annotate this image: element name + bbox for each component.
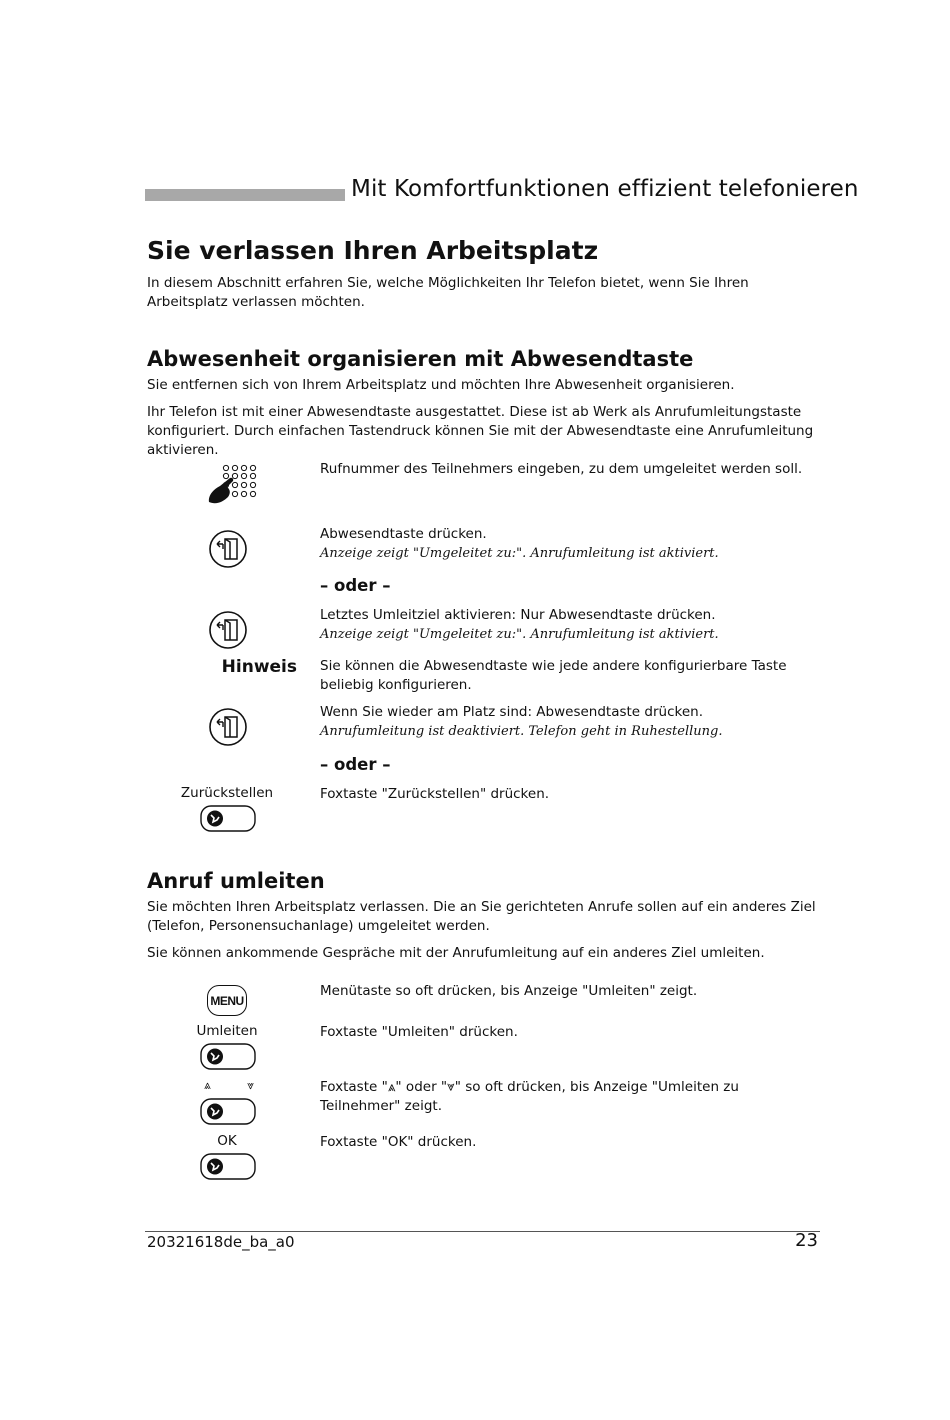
absent-key-icon[interactable] [208,610,248,650]
umleiten-softkey-label: Umleiten [196,1023,258,1039]
intro-paragraph: In diesem Abschnitt erfahren Sie, welche Möglichkeiten Ihr Telefon bietet, wenn Sie Ihren Arbeitsplatz verlassen möchten. [147,275,749,310]
oder-separator-1: – oder – [320,576,391,595]
step-back [320,703,820,741]
scroll-arrows [204,1078,254,1093]
step-ok: Foxtaste "OK" drücken. [320,1134,477,1150]
foxkey-icon[interactable] [200,805,256,832]
absent-key-icon[interactable] [208,707,248,747]
foxkey-icon[interactable] [200,1153,256,1180]
absent-key-icon[interactable] [208,529,248,569]
absence-heading: Abwesenheit organisieren mit Abwesendtaste [147,347,694,371]
forward-paragraph-1: Sie möchten Ihren Arbeitsplatz verlassen. Die an Sie gerichteten Anrufe sollen auf ein anderes Ziel (Telefon, Personensuchanlage) umgeleitet werden. [147,899,816,934]
double-down-arrow-icon: ⩔ [247,1078,254,1092]
step-press-absent [320,525,820,563]
header-bar [145,189,345,201]
keypad-icon [206,462,262,508]
forward-paragraph-2: Sie können ankommende Gespräche mit der Anrufumleitung auf ein anderes Ziel umleiten. [147,945,765,961]
step-last-target-display: Anzeige zeigt "Umgeleitet zu:". Anrufumleitung ist aktiviert. [320,627,719,642]
reset-softkey-label: Zurückstellen [180,785,274,801]
ok-softkey-label: OK [217,1133,237,1149]
oder-separator-2: – oder – [320,755,391,774]
header-title: Mit Komfortfunktionen effizient telefonieren [351,176,859,202]
step-press-absent-text: Abwesendtaste drücken. [320,526,487,542]
page-number: 23 [795,1230,818,1251]
step-press-absent-display: Anzeige zeigt "Umgeleitet zu:". Anrufumleitung ist aktiviert. [320,546,719,561]
step-enter-number: Rufnummer des Teilnehmers eingeben, zu dem umgeleitet werden soll. [320,461,803,477]
page-title: Sie verlassen Ihren Arbeitsplatz [147,236,599,265]
menu-key[interactable] [207,985,247,1016]
hinweis-text: Sie können die Abwesendtaste wie jede andere konfigurierbare Taste beliebig konfigurieren. [320,658,787,693]
forward-heading: Anruf umleiten [147,869,325,893]
hinweis-label: Hinweis [221,657,297,677]
step-last-target [320,606,820,644]
double-up-arrow-icon: ⩓ [204,1078,211,1092]
footer-divider [145,1231,820,1232]
step-back-display: Anrufumleitung ist deaktiviert. Telefon geht in Ruhestellung. [320,724,723,739]
step-last-target-text: Letztes Umleitziel aktivieren: Nur Abwesendtaste drücken. [320,607,716,623]
foxkey-icon[interactable] [200,1098,256,1125]
absence-paragraph-1: Sie entfernen sich von Ihrem Arbeitsplatz und möchten Ihre Abwesenheit organisieren. [147,377,735,393]
menu-key-label: MENU [210,993,244,1008]
absence-paragraph-2: Ihr Telefon ist mit einer Abwesendtaste ausgestattet. Diese ist ab Werk als Anrufumleitungstaste konfiguriert. Durch einfachen Tastendruck können Sie mit der Abwesendtaste eine Anrufumleitung aktivieren. [147,404,814,458]
step-back-text: Wenn Sie wieder am Platz sind: Abwesendtaste drücken. [320,704,703,720]
step-menu: Menütaste so oft drücken, bis Anzeige "Umleiten" zeigt. [320,983,698,999]
step-scroll: Foxtaste "⩓" oder "⩔" so oft drücken, bis Anzeige "Umleiten zu Teilnehmer" zeigt. [320,1079,739,1114]
step-reset: Foxtaste "Zurückstellen" drücken. [320,786,550,802]
step-umleiten: Foxtaste "Umleiten" drücken. [320,1024,518,1040]
footer-doc-code: 20321618de_ba_a0 [147,1233,295,1251]
foxkey-icon[interactable] [200,1043,256,1070]
